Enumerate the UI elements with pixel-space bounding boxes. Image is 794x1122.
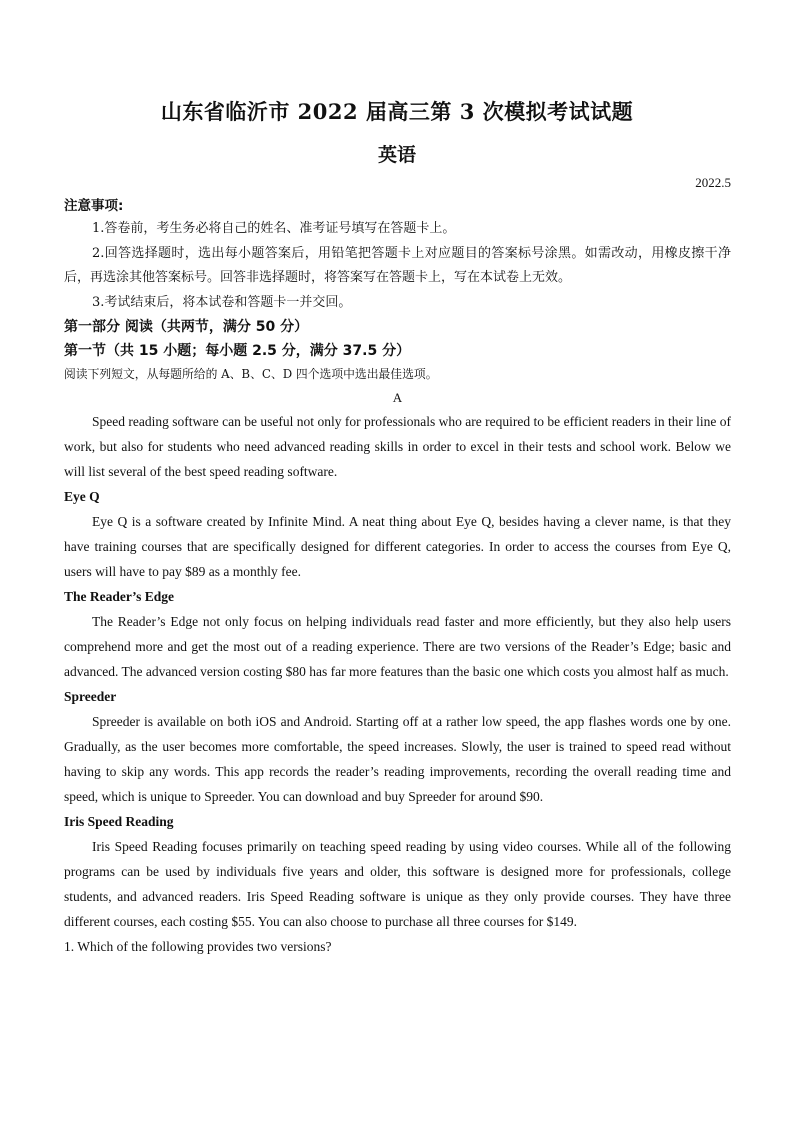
section-body-eye-q: Eye Q is a software created by Infinite Mind. A neat thing about Eye Q, besides having a clever name, is that they have training courses that are specifically designed for different categories. In order to access the courses from Eye Q, users will have to pay $89 as a monthly fee.	[64, 514, 731, 579]
note-item-2: 2.回答选择题时，选出每小题答案后，用铅笔把答题卡上对应题目的答案标号涂黑。如需改动，用橡皮擦干净后，再选涂其他答案标号。回答非选择题时，将答案写在答题卡上，写在本试卷上无效。	[64, 245, 731, 285]
section-heading-iris: Iris Speed Reading	[64, 814, 174, 829]
subject-title: 英语	[377, 144, 416, 166]
section-heading-readers-edge: The Reader’s Edge	[64, 589, 174, 604]
section-heading-eye-q: Eye Q	[64, 489, 100, 504]
note-item-1: 1.答卷前，考生务必将自己的姓名、准考证号填写在答题卡上。	[92, 221, 456, 236]
passage-intro: Speed reading software can be useful not only for professionals who are required to be efficient readers in their line of work, but also for students who need advanced reading skills in order to excel in their tests and school work. Below we will list several of the best speed reading software.	[64, 414, 731, 479]
notes-heading: 注意事项:	[64, 198, 124, 214]
instructions: 阅读下列短文，从每题所给的 A、B、C、D 四个选项中选出最佳选项。	[64, 367, 438, 381]
section-heading-spreeder: Spreeder	[64, 689, 117, 704]
note-item-3: 3.考试结束后，将本试卷和答题卡一并交回。	[92, 294, 352, 310]
section-body-spreeder: Spreeder is available on both iOS and Android. Starting off at a rather low speed, the app flashes words one by one. Gradually, as the user becomes more comfortable, the speed increases. Slowly, the user is trained to speed read without having to skip any words. This app records the reader’s reading improvements, recording the overall reading time and speed, which is unique to Spreeder. You can download and buy Spreeder for around $90.	[64, 714, 731, 804]
content	[64, 196, 731, 959]
question-1: 1. Which of the following provides two versions?	[64, 939, 332, 954]
part1-heading: 第一部分 阅读（共两节，满分 50 分）	[64, 319, 309, 335]
exam-title: 山东省临沂市 2022 届高三第 3 次模拟考试试题	[160, 99, 634, 124]
passage-label: A	[392, 390, 403, 405]
section-body-readers-edge: The Reader’s Edge not only focus on helping individuals read faster and more efficiently, but they also help users comprehend more and get the most out of a reading experience. There are two versions of the Reader’s Edge; basic and advanced. The advanced version costing $80 has far more features than the basic one which costs you almost half as much.	[64, 614, 731, 679]
section-body-iris: Iris Speed Reading focuses primarily on teaching speed reading by using video courses. While all of the following programs can be used by individuals five years and older, this software is designed more for professionals, college students, and advanced readers. Iris Speed Reading software is unique as they only provide courses. They have three different courses, each costing $55. You can also choose to purchase all three courses for $149.	[64, 839, 731, 929]
section1-heading: 第一节（共 15 小题；每小题 2.5 分，满分 37.5 分）	[64, 343, 411, 359]
exam-date: 2022.5	[695, 175, 731, 190]
